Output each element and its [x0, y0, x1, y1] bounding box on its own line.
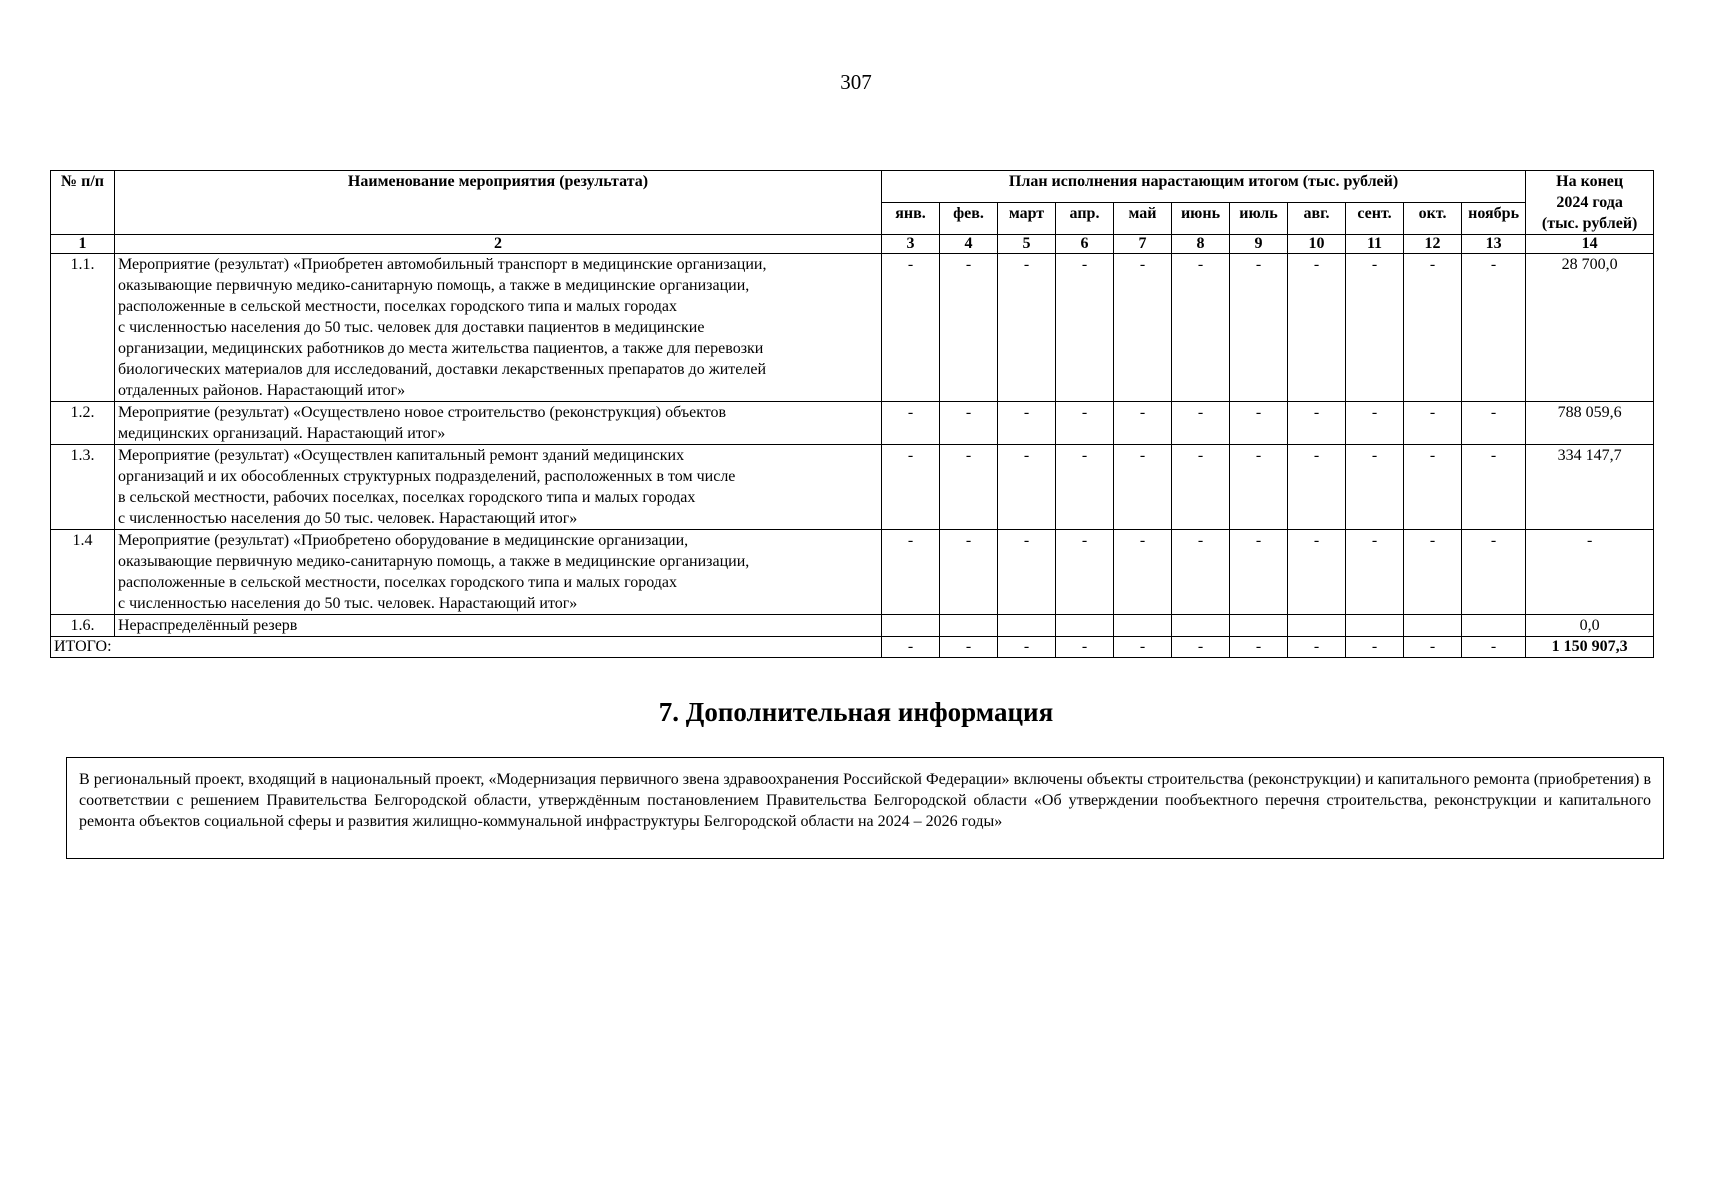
month-cell: - — [1462, 402, 1526, 445]
row-index: 1.6. — [51, 615, 115, 637]
itogo-month-cell: - — [940, 637, 998, 658]
header-end-of-year — [1526, 171, 1654, 235]
month-cell: - — [1404, 445, 1462, 530]
month-cell: - — [940, 254, 998, 402]
month-cell: - — [998, 402, 1056, 445]
month-cell: - — [1346, 402, 1404, 445]
month-cell: - — [1056, 530, 1114, 615]
row-name-line: Мероприятие (результат) «Приобретено оборудование в медицинские организации, — [118, 532, 689, 549]
header-plan: План исполнения нарастающим итогом (тыс. рублей) — [882, 171, 1526, 203]
month-cell: - — [998, 530, 1056, 615]
month-cell — [940, 615, 998, 637]
row-name-line: с численностью населения до 50 тыс. человек. Нарастающий итог» — [118, 510, 578, 527]
header-month: янв. — [882, 203, 940, 235]
header-name: Наименование мероприятия (результата) — [115, 171, 882, 235]
header-month: окт. — [1404, 203, 1462, 235]
table-row — [51, 530, 1654, 615]
header-month: апр. — [1056, 203, 1114, 235]
row-name-line: оказывающие первичную медико-санитарную помощь, а также в медицинские организации, — [118, 553, 750, 570]
row-name-line: оказывающие первичную медико-санитарную помощь, а также в медицинские организации, — [118, 277, 750, 294]
column-number: 8 — [1172, 235, 1230, 254]
column-number: 1 — [51, 235, 115, 254]
row-name-line: организаций и их обособленных структурных подразделений, расположенных в том числе — [118, 468, 736, 485]
column-number: 10 — [1288, 235, 1346, 254]
column-number: 7 — [1114, 235, 1172, 254]
month-cell: - — [1462, 254, 1526, 402]
row-index: 1.1. — [51, 254, 115, 402]
table-row — [51, 254, 1654, 402]
itogo-month-cell: - — [882, 637, 940, 658]
row-name-line: Мероприятие (результат) «Осуществлено новое строительство (реконструкция) объектов — [118, 404, 727, 421]
row-name — [115, 445, 882, 530]
month-cell: - — [1114, 445, 1172, 530]
month-cell: - — [1288, 445, 1346, 530]
month-cell: - — [1462, 445, 1526, 530]
month-cell — [1288, 615, 1346, 637]
itogo-total: 1 150 907,3 — [1526, 637, 1654, 658]
table-row — [51, 445, 1654, 530]
row-name-line: расположенные в сельской местности, поселках городского типа и малых городах — [118, 574, 678, 591]
month-cell: - — [1288, 530, 1346, 615]
itogo-month-cell: - — [1462, 637, 1526, 658]
column-number-row — [51, 235, 1654, 254]
header-end-line2: 2024 года — [1556, 194, 1623, 211]
month-cell: - — [1172, 402, 1230, 445]
itogo-month-cell: - — [1346, 637, 1404, 658]
column-number: 2 — [115, 235, 882, 254]
row-name — [115, 254, 882, 402]
column-number: 11 — [1346, 235, 1404, 254]
month-cell — [1230, 615, 1288, 637]
header-month: фев. — [940, 203, 998, 235]
page-number: 307 — [840, 70, 872, 94]
month-cell — [1114, 615, 1172, 637]
header-month: авг. — [1288, 203, 1346, 235]
month-cell: - — [1404, 402, 1462, 445]
month-cell: - — [882, 445, 940, 530]
month-cell: - — [1288, 402, 1346, 445]
month-cell: - — [998, 445, 1056, 530]
row-name — [115, 530, 882, 615]
month-cell: - — [1404, 530, 1462, 615]
month-cell: - — [1056, 445, 1114, 530]
column-number: 14 — [1526, 235, 1654, 254]
month-cell — [1462, 615, 1526, 637]
column-number: 9 — [1230, 235, 1288, 254]
month-cell: - — [940, 530, 998, 615]
month-cell — [1404, 615, 1462, 637]
row-name-line: в сельской местности, рабочих поселках, поселках городского типа и малых городах — [118, 489, 696, 506]
itogo-month-cell: - — [1404, 637, 1462, 658]
row-index: 1.2. — [51, 402, 115, 445]
month-cell: - — [882, 402, 940, 445]
month-cell: - — [1172, 445, 1230, 530]
header-month: март — [998, 203, 1056, 235]
column-number: 13 — [1462, 235, 1526, 254]
header-row-1 — [51, 171, 1654, 203]
plan-table — [50, 170, 1654, 658]
row-name-line: Мероприятие (результат) «Осуществлен капитальный ремонт зданий медицинских — [118, 447, 685, 464]
month-cell: - — [1404, 254, 1462, 402]
row-total: - — [1526, 530, 1654, 615]
month-cell — [998, 615, 1056, 637]
header-month: ноябрь — [1462, 203, 1526, 235]
row-name-line: расположенные в сельской местности, поселках городского типа и малых городах — [118, 298, 678, 315]
row-name-line: отдаленных районов. Нарастающий итог» — [118, 382, 406, 399]
row-total: 28 700,0 — [1526, 254, 1654, 402]
month-cell: - — [1230, 530, 1288, 615]
row-index: 1.4 — [51, 530, 115, 615]
itogo-row — [51, 637, 1654, 658]
header-end-line3: (тыс. рублей) — [1541, 215, 1638, 232]
month-cell: - — [882, 530, 940, 615]
month-cell — [1346, 615, 1404, 637]
row-total: 0,0 — [1526, 615, 1654, 637]
month-cell: - — [1114, 254, 1172, 402]
row-name-line: с численностью населения до 50 тыс. человек. Нарастающий итог» — [118, 595, 578, 612]
table-row — [51, 615, 1654, 637]
row-total: 788 059,6 — [1526, 402, 1654, 445]
itogo-month-cell: - — [1288, 637, 1346, 658]
header-month: сент. — [1346, 203, 1404, 235]
month-cell: - — [1230, 254, 1288, 402]
month-cell: - — [1114, 402, 1172, 445]
month-cell: - — [1056, 254, 1114, 402]
itogo-month-cell: - — [1230, 637, 1288, 658]
itogo-month-cell: - — [1056, 637, 1114, 658]
table-row — [51, 402, 1654, 445]
itogo-month-cell: - — [1172, 637, 1230, 658]
row-index: 1.3. — [51, 445, 115, 530]
month-cell: - — [1346, 445, 1404, 530]
month-cell — [882, 615, 940, 637]
row-total: 334 147,7 — [1526, 445, 1654, 530]
itogo-month-cell: - — [998, 637, 1056, 658]
header-end-line1: На конец — [1556, 173, 1624, 190]
row-name — [115, 615, 882, 637]
month-cell: - — [1230, 445, 1288, 530]
itogo-month-cell: - — [1114, 637, 1172, 658]
data-rows — [51, 254, 1654, 637]
header-num: № п/п — [51, 171, 115, 235]
additional-info-box: В региональный проект, входящий в национальный проект, «Модернизация первичного звена здравоохранения Российской Федерации» включены объекты строительства (реконструкции) и капитального ремонта (приобретения) в соответствии с решением Правительства Белгородской области, утверждённым постановлением Правительства Белгородской области «Об утверждении пообъектного перечня строительства, реконструкции и капитального ремонта объектов социальной сферы и развития жилищно-коммунальной инфраструктуры Белгородской области на 2024 – 2026 годы» — [66, 757, 1664, 859]
month-cell — [1172, 615, 1230, 637]
month-cell: - — [1172, 530, 1230, 615]
month-cell: - — [940, 402, 998, 445]
column-number: 12 — [1404, 235, 1462, 254]
month-cell: - — [1230, 402, 1288, 445]
section-title: 7. Дополнительная информация — [658, 697, 1054, 727]
month-cell: - — [1462, 530, 1526, 615]
column-number: 3 — [882, 235, 940, 254]
month-cell: - — [1172, 254, 1230, 402]
column-number: 5 — [998, 235, 1056, 254]
month-cell: - — [1346, 530, 1404, 615]
row-name-line: с численностью населения до 50 тыс. человек для доставки пациентов в медицинские — [118, 319, 705, 336]
row-name-line: организации, медицинских работников до места жительства пациентов, а также для перевозки — [118, 340, 764, 357]
month-cell: - — [1114, 530, 1172, 615]
month-cell: - — [1346, 254, 1404, 402]
month-cell: - — [882, 254, 940, 402]
row-name-line: Мероприятие (результат) «Приобретен автомобильный транспорт в медицинские организации, — [118, 256, 767, 273]
month-cell: - — [940, 445, 998, 530]
row-name-line: Нераспределённый резерв — [118, 617, 298, 634]
itogo-label: ИТОГО: — [51, 637, 882, 658]
header-month: июнь — [1172, 203, 1230, 235]
column-number: 6 — [1056, 235, 1114, 254]
column-number: 4 — [940, 235, 998, 254]
month-cell: - — [1288, 254, 1346, 402]
header-month: июль — [1230, 203, 1288, 235]
header-month: май — [1114, 203, 1172, 235]
row-name — [115, 402, 882, 445]
month-cell: - — [1056, 402, 1114, 445]
month-cell: - — [998, 254, 1056, 402]
row-name-line: медицинских организаций. Нарастающий итог» — [118, 425, 446, 442]
month-cell — [1056, 615, 1114, 637]
row-name-line: биологических материалов для исследований, доставки лекарственных препаратов до жителей — [118, 361, 767, 378]
